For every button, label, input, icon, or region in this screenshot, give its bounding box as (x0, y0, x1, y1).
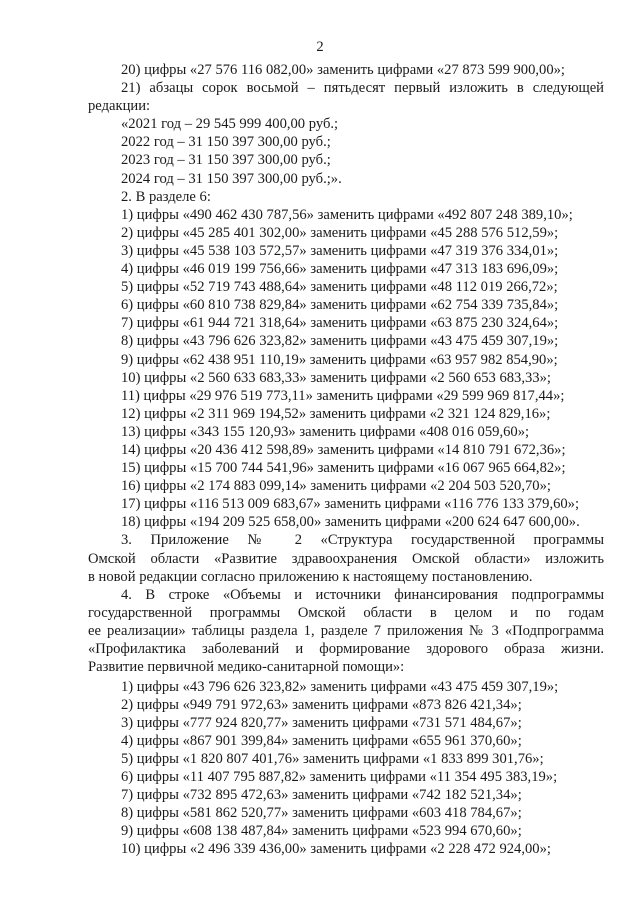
text-line: 2) цифры «949 791 972,63» заменить цифрами «873 826 421,34»; (121, 696, 522, 713)
text-line: 5) цифры «1 820 807 401,76» заменить цифрами «1 833 899 301,76»; (121, 750, 544, 767)
text-line: 5) цифры «52 719 743 488,64» заменить цифрами «48 112 019 266,72»; (121, 279, 558, 296)
text-line: 9) цифры «62 438 951 110,19» заменить цифрами «63 957 982 854,90»; (121, 351, 558, 368)
text-line: 1) цифры «43 796 626 323,82» заменить цифрами «43 475 459 307,19»; (121, 678, 559, 695)
document-body (88, 61, 604, 859)
text-line: 21) абзацы сорок восьмой – пятьдесят первый изложить в следующей (121, 80, 604, 97)
text-line: 7) цифры «732 895 472,63» заменить цифрами «742 182 521,34»; (121, 787, 522, 804)
text-line: редакции: (88, 98, 151, 115)
text-line: «2021 год – 29 545 999 400,00 руб.; (121, 116, 339, 133)
text-line: 4) цифры «867 901 399,84» заменить цифрами «655 961 370,60»; (121, 732, 522, 749)
text-line: Развитие первичной медико-санитарной помощи»: (88, 659, 405, 676)
text-line: 11) цифры «29 976 519 773,11» заменить цифрами «29 599 969 817,44»; (121, 387, 565, 404)
text-line: 10) цифры «2 496 339 436,00» заменить цифрами «2 228 472 924,00»; (121, 841, 551, 858)
text-line: в новой редакции согласно приложению к настоящему постановлению. (88, 568, 533, 585)
text-line: Омской области «Развитие здравоохранения Омской области» изложить (88, 550, 604, 567)
text-line: 9) цифры «608 138 487,84» заменить цифрами «523 994 670,60»; (121, 823, 522, 840)
text-line: 7) цифры «61 944 721 318,64» заменить цифрами «63 875 230 324,64»; (121, 315, 559, 332)
text-line: 17) цифры «116 513 009 683,67» заменить цифрами «116 776 133 379,60»; (121, 496, 580, 513)
text-line: 6) цифры «60 810 738 829,84» заменить цифрами «62 754 339 735,84»; (121, 297, 559, 314)
text-line: 2) цифры «45 285 401 302,00» заменить цифрами «45 288 576 512,59»; (121, 224, 559, 241)
text-line: 4) цифры «46 019 199 756,66» заменить цифрами «47 313 183 696,09»; (121, 261, 559, 278)
text-line: 15) цифры «15 700 744 541,96» заменить цифрами «16 067 965 664,82»; (121, 460, 566, 477)
text-line: 2. В разделе 6: (121, 188, 211, 205)
text-line: 13) цифры «343 155 120,93» заменить цифрами «408 016 059,60»; (121, 423, 530, 440)
text-line: 3) цифры «777 924 820,77» заменить цифрами «731 571 484,67»; (121, 714, 522, 731)
amendments-block-1 (88, 61, 604, 676)
text-line: 2023 год – 31 150 397 300,00 руб.; (121, 152, 331, 169)
page-number: 2 (316, 39, 324, 55)
text-line: 2024 год – 31 150 397 300,00 руб.;». (121, 170, 342, 187)
text-line: государственной программы Омской области в целом и по годам (88, 604, 604, 621)
text-line: 12) цифры «2 311 969 194,52» заменить цифрами «2 321 124 829,16»; (121, 405, 551, 422)
text-line: «Профилактика заболеваний и формирование здорового образа жизни. (88, 641, 604, 657)
text-line: ее реализации» таблицы раздела 1, разделе 7 приложения № 3 «Подпрограмма (88, 622, 604, 639)
amendments-block-2 (88, 678, 604, 859)
text-line: 20) цифры «27 576 116 082,00» заменить цифрами «27 873 599 900,00»; (121, 62, 565, 78)
text-line: 6) цифры «11 407 795 887,82» заменить цифрами «11 354 495 383,19»; (121, 769, 558, 786)
text-line: 8) цифры «581 862 520,77» заменить цифрами «603 418 784,67»; (121, 805, 522, 822)
text-line: 10) цифры «2 560 633 683,33» заменить цифрами «2 560 653 683,33»; (121, 369, 551, 386)
text-line: 2022 год – 31 150 397 300,00 руб.; (121, 134, 331, 151)
text-line: 16) цифры «2 174 883 099,14» заменить цифрами «2 204 503 520,70»; (121, 478, 551, 495)
text-line: 14) цифры «20 436 412 598,89» заменить цифрами «14 810 791 672,36»; (121, 441, 566, 458)
text-line: 1) цифры «490 462 430 787,56» заменить цифрами «492 807 248 389,10»; (121, 206, 573, 223)
text-line: 8) цифры «43 796 626 323,82» заменить цифрами «43 475 459 307,19»; (121, 333, 559, 350)
text-line: 3) цифры «45 538 103 572,57» заменить цифрами «47 319 376 334,01»; (121, 242, 559, 259)
text-line: 4. В строке «Объемы и источники финансирования подпрограммы (121, 586, 604, 603)
text-line: 3. Приложение № 2 «Структура государственной программы (121, 532, 604, 549)
text-line: 18) цифры «194 209 525 658,00» заменить цифрами «200 624 647 600,00». (121, 514, 580, 531)
